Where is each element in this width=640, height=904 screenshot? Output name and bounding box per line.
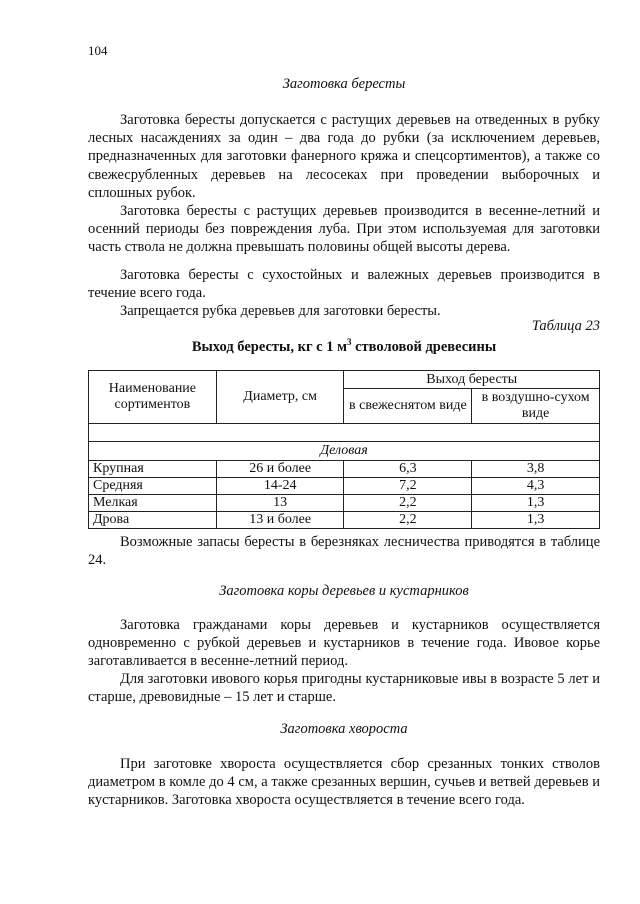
header-diameter: Диаметр, см (216, 371, 344, 424)
row-dry: 1,3 (472, 495, 600, 512)
table-title (88, 337, 600, 356)
row-fresh: 6,3 (344, 461, 472, 478)
table-title-main: Выход бересты, кг с 1 м (191, 338, 347, 355)
row-diameter: 26 и более (216, 461, 344, 478)
table-section-label: Деловая (89, 442, 600, 461)
section-heading-brushwood: Заготовка хвороста (280, 721, 408, 737)
header-fresh: в свежеснятом виде (344, 389, 472, 424)
row-dry: 3,8 (472, 461, 600, 478)
paragraph-bark-2: Для заготовки ивового корья пригодны кустарниковые ивы в возрасте 5 лет и старше, древовидные – 15 лет и старше. (88, 671, 600, 706)
table-title-rest: стволовой древесины (351, 338, 497, 355)
row-fresh: 7,2 (344, 478, 472, 495)
row-fresh: 2,2 (344, 512, 472, 529)
row-dry: 1,3 (472, 512, 600, 529)
paragraph-after-table: Возможные запасы бересты в березняках лесничества приводятся в таблице 24. (88, 534, 600, 569)
row-diameter: 14-24 (216, 478, 344, 495)
section-heading-birch-bark: Заготовка бересты (282, 76, 406, 92)
table-row (89, 495, 600, 512)
row-fresh: 2,2 (344, 495, 472, 512)
table-row (89, 461, 600, 478)
table-label: Таблица 23 (531, 318, 600, 334)
row-name: Дрова (89, 512, 217, 529)
row-dry: 4,3 (472, 478, 600, 495)
row-name: Средняя (89, 478, 217, 495)
paragraph-birch-bark-2: Заготовка бересты с растущих деревьев производится в весенне-летний и осенний периоды без повреждения луба. При этом используемая для заготовки часть ствола не должна превышать половины общей высоты дерева. (88, 203, 600, 256)
table-row (89, 478, 600, 495)
paragraph-birch-bark-1: Заготовка бересты допускается с растущих деревьев на отведенных в рубку лесных насаждениях за один – два года до рубки (за исключением деревьев, предназначенных для заготовки фанерного кряжа и спецсортиментов), а также со свежесрубленных деревьев на лесосеках при проведении выборочных и сплошных рубок. (88, 112, 600, 201)
row-name: Мелкая (89, 495, 217, 512)
header-dry: в воздушно-сухом виде (472, 389, 600, 424)
row-name: Крупная (89, 461, 217, 478)
table-title-sup: 3 (346, 337, 352, 347)
header-yield: Выход бересты (344, 371, 600, 389)
paragraph-birch-bark-4: Запрещается рубка деревьев для заготовки бересты. (120, 303, 441, 319)
row-diameter: 13 (216, 495, 344, 512)
header-name: Наименование сортиментов (89, 371, 217, 424)
birch-bark-yield-table (88, 370, 600, 529)
section-heading-bark: Заготовка коры деревьев и кустарников (219, 583, 469, 599)
paragraph-bark-1: Заготовка гражданами коры деревьев и кустарников осуществляется одновременно с рубкой деревьев и кустарников в течение года. Ивовое корье заготавливается в весенне-летний период. (88, 617, 600, 670)
page-number: 104 (88, 43, 108, 58)
paragraph-brushwood-1: При заготовке хвороста осуществляется сбор срезанных тонких стволов диаметром в комле до 4 см, а также срезанных вершин, сучьев и ветвей деревьев и кустарников. Заготовка хвороста осуществляется в течение всего года. (88, 756, 600, 809)
row-diameter: 13 и более (216, 512, 344, 529)
table-row (89, 512, 600, 529)
table-blank-row (89, 424, 600, 442)
paragraph-birch-bark-3: Заготовка бересты с сухостойных и валежных деревьев производится в течение всего года. (88, 267, 600, 302)
